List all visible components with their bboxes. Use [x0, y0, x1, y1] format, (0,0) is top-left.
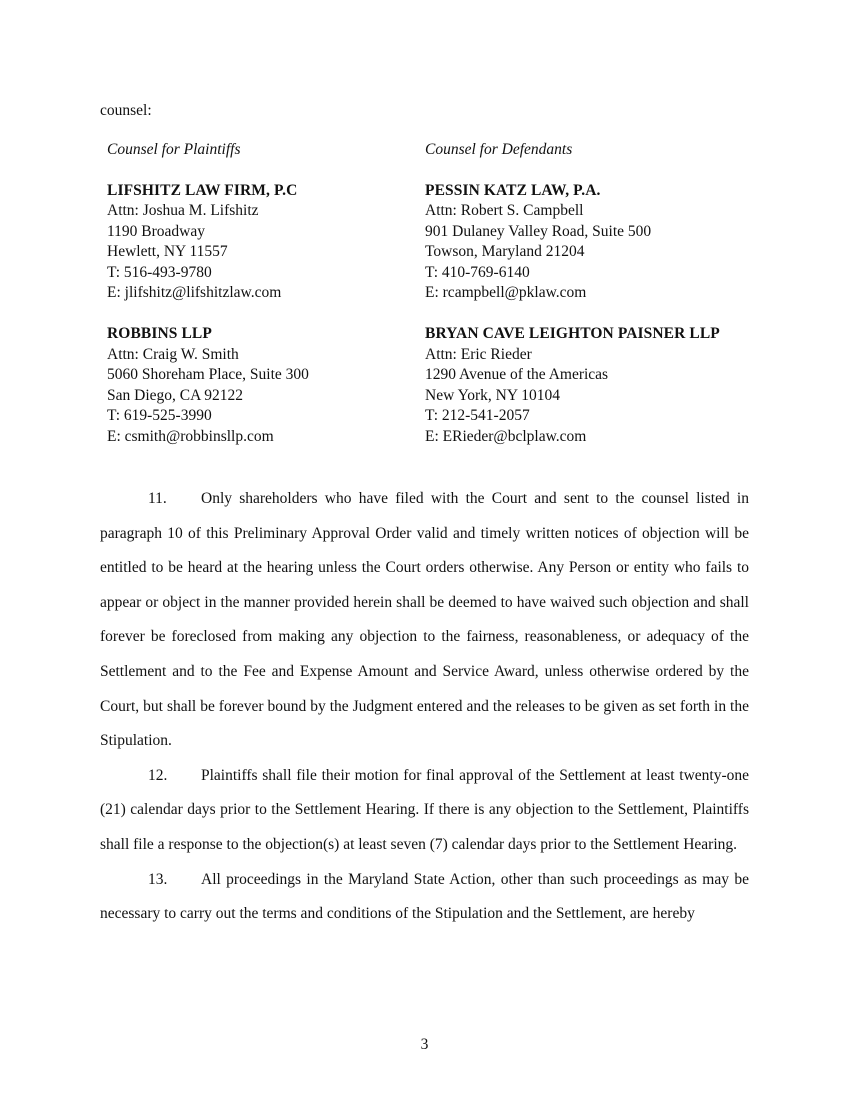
paragraph-13 — [100, 863, 749, 932]
page-number: 3 — [420, 1036, 429, 1053]
street-address: 1290 Avenue of the Americas — [425, 366, 609, 383]
telephone: T: 619-525-3990 — [107, 407, 212, 424]
paragraph-text: All proceedings in the Maryland State Action, other than such proceedings as may be necessary to carry out the terms and conditions of the Stipulation and the Settlement, are hereby — [100, 870, 749, 923]
attention-line: Attn: Eric Rieder — [425, 345, 532, 363]
email: E: jlifshitz@lifshitzlaw.com — [107, 284, 282, 301]
street-address: 1190 Broadway — [107, 222, 206, 240]
city-state-zip: New York, NY 10104 — [425, 386, 561, 404]
paragraph-number: 12. — [148, 766, 168, 784]
plaintiffs-heading: Counsel for Plaintiffs — [107, 141, 241, 158]
paragraph-number: 13. — [148, 870, 168, 888]
defendants-counsel-column — [425, 140, 765, 468]
numbered-paragraphs — [100, 482, 749, 932]
firm-block-lifshitz — [107, 181, 407, 304]
city-state-zip: Towson, Maryland 21204 — [425, 243, 585, 260]
city-state-zip: San Diego, CA 92122 — [107, 386, 244, 404]
firm-name: ROBBINS LLP — [107, 325, 212, 342]
paragraph-text: Plaintiffs shall file their motion for final approval of the Settlement at least twenty-one (21) calendar days prior to the Settlement Hearing. If there is any objection to the Settlement, Plaintiffs shall file a response to the objection(s) at least seven (7) calendar days prior to the Settlement Hearing. — [100, 766, 749, 853]
defendants-heading: Counsel for Defendants — [425, 141, 573, 158]
firm-block-pessin-katz — [425, 181, 765, 304]
telephone: T: 516-493-9780 — [107, 263, 212, 281]
attention-line: Attn: Joshua M. Lifshitz — [107, 202, 259, 219]
paragraph-number: 11. — [148, 490, 167, 507]
attention-line: Attn: Robert S. Campbell — [425, 202, 584, 219]
telephone: T: 212-541-2057 — [425, 407, 530, 424]
firm-block-robbins — [107, 324, 407, 447]
city-state-zip: Hewlett, NY 11557 — [107, 243, 228, 260]
lead-text: counsel: — [100, 102, 152, 119]
attention-line: Attn: Craig W. Smith — [107, 345, 239, 363]
email: E: csmith@robbinsllp.com — [107, 427, 274, 445]
email: E: ERieder@bclplaw.com — [425, 427, 587, 445]
paragraph-11 — [100, 482, 749, 759]
firm-name: BRYAN CAVE LEIGHTON PAISNER LLP — [425, 325, 720, 342]
plaintiffs-counsel-column — [107, 140, 407, 468]
telephone: T: 410-769-6140 — [425, 263, 530, 281]
email: E: rcampbell@pklaw.com — [425, 284, 587, 301]
firm-name: LIFSHITZ LAW FIRM, P.C — [107, 181, 298, 199]
street-address: 901 Dulaney Valley Road, Suite 500 — [425, 222, 652, 240]
firm-block-bryan-cave — [425, 324, 765, 447]
paragraph-text: Only shareholders who have filed with the Court and sent to the counsel listed in paragraph 10 of this Preliminary Approval Order valid and timely written notices of objection will be entitled to be heard at the hearing unless the Court orders otherwise. Any Person or entity who fails to appear or object in the manner provided herein shall be deemed to have waived such objection and shall forever be foreclosed from making any objection to the fairness, reasonableness, or adequacy of the Settlement and to the Fee and Expense Amount and Service Award, unless otherwise ordered by the Court, but shall be forever bound by the Judgment entered and the releases to be given as set forth in the Stipulation. — [100, 490, 749, 750]
firm-name: PESSIN KATZ LAW, P.A. — [425, 181, 601, 199]
paragraph-12 — [100, 759, 749, 863]
street-address: 5060 Shoreham Place, Suite 300 — [107, 366, 309, 383]
